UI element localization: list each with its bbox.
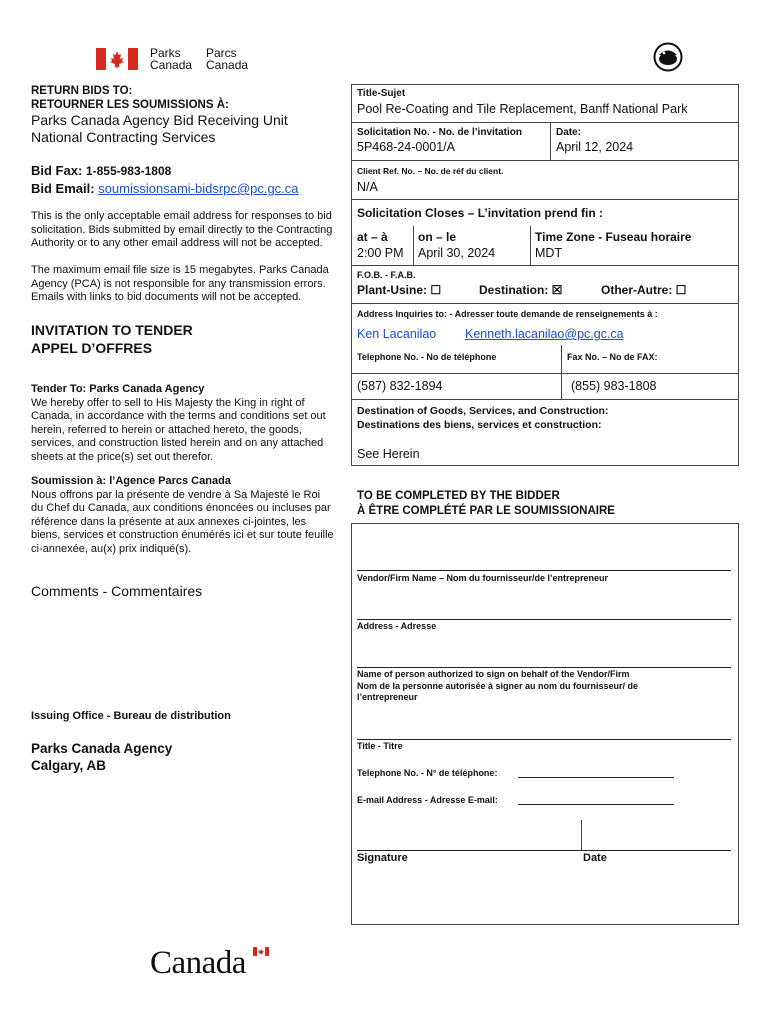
authorized-label-line3: l’entrepreneur [357, 692, 418, 702]
soumission-to: Soumission à: l’Agence Parcs Canada [31, 475, 231, 487]
solicitation-no-label: Solicitation No. - No. de l’invitation [357, 127, 522, 138]
bidder-title-label: Title - Titre [357, 741, 403, 751]
parks-fr-line2: Canada [206, 58, 249, 72]
vendor-name-label: Vendor/Firm Name – Nom du fournisseur/de l’entrepreneur [357, 573, 609, 583]
signature-field[interactable] [357, 850, 731, 851]
comments-label: Comments - Commentaires [31, 583, 203, 599]
file-size-note-line1: The maximum email file size is 15 megabytes. Parks Canada [31, 264, 329, 276]
signature-date-divider [581, 820, 582, 850]
parks-en-line2: Canada [150, 58, 193, 72]
client-ref-label: Client Ref. No. – No. de réf du client. [357, 166, 504, 176]
offer-fr-line3: référence dans la présente at aux annexes ci-jointes, les [31, 515, 307, 528]
address-label: Address - Adresse [357, 621, 437, 631]
issuing-office-name: Parks Canada Agency [31, 741, 173, 756]
authorized-label-line2: Nom de la personne autorisée à signer au nom du fournisseur/ de [357, 680, 639, 691]
plant-checkbox[interactable]: Plant-Usine: ☐ [357, 283, 442, 297]
offer-en-line4: services, and construction listed herein and on any attached [31, 437, 324, 449]
bidder-telephone-label: Telephone No. - N° de téléphone: [357, 768, 498, 778]
bidder-telephone-field[interactable] [518, 777, 674, 778]
bidder-email-field[interactable] [518, 804, 674, 805]
return-bids-label-fr: RETOURNER LES SOUMISSIONS À: [31, 99, 229, 111]
email-note-line2: solicitation. Bids submitted by email directly to the Contracting [31, 223, 333, 236]
bidder-email-label: E-mail Address - Adresse E-mail: [357, 795, 498, 805]
inquiries-label: Address Inquiries to: - Adresser toute demande de renseignements à : [357, 309, 658, 319]
file-size-note-line3: Emails with links to bid documents will not be accepted. [31, 291, 302, 303]
authorized-label-line1: Name of person authorized to sign on behalf of the Vendor/Firm [357, 669, 630, 679]
canada-wordmark [150, 945, 275, 985]
email-note-line1: This is the only acceptable email address for responses to bid [31, 210, 332, 222]
signature-label: Signature [357, 852, 408, 864]
email-note-line3: Authority or to any other email address will not be accepted. [31, 237, 323, 249]
telephone-value: (587) 832-1894 [357, 379, 443, 393]
offer-en-line3: herein, referred to herein or attached hereto, the goods, [31, 423, 302, 436]
issuing-office-city: Calgary, AB [31, 758, 107, 773]
bid-email-link[interactable]: soumissionsami-bidsrpc@pc.gc.ca [98, 181, 299, 196]
bid-unit-line2: National Contracting Services [31, 129, 216, 145]
invitation-title-en: INVITATION TO TENDER [31, 322, 193, 338]
destination-label-en: Destination of Goods, Services, and Construction: [357, 405, 609, 417]
bidder-heading-en: TO BE COMPLETED BY THE BIDDER [357, 490, 560, 502]
contact-email-link[interactable]: Kenneth.lacanilao@pc.gc.ca [465, 327, 624, 341]
closes-label: Solicitation Closes – L’invitation prend fin : [357, 206, 604, 220]
address-field[interactable] [357, 619, 731, 620]
on-value: April 30, 2024 [418, 246, 496, 260]
parks-fr-line1: Parcs [206, 46, 237, 60]
authorized-name-field[interactable] [357, 667, 731, 668]
destination-checkbox[interactable]: Destination: ☒ [479, 283, 563, 297]
tender-to: Tender To: Parks Canada Agency [31, 383, 205, 395]
client-ref-value: N/A [357, 180, 378, 194]
canada-flag-icon [96, 48, 138, 70]
bid-email-label: Bid Email: [31, 181, 95, 196]
fob-label: F.O.B. - F.A.B. [357, 270, 416, 280]
contact-name: Ken Lacanilao [357, 327, 437, 341]
offer-fr-line4: biens, services et construction énumérés ici et sur toute feuille [31, 529, 334, 541]
bid-fax-label: Bid Fax: [31, 163, 83, 178]
at-label: at – à [357, 230, 388, 244]
date-signed-label: Date [583, 852, 607, 864]
time-zone-label: Time Zone - Fuseau horaire [535, 230, 692, 244]
on-label: on – le [418, 230, 457, 244]
date-label: Date: [556, 127, 582, 138]
bid-unit-line1: Parks Canada Agency Bid Receiving Unit [31, 112, 288, 128]
wordmark-flag-icon [253, 947, 269, 956]
file-size-note-line2: Agency (PCA) is not responsible for any transmission errors. [31, 277, 326, 290]
offer-en-line5: sheets at the price(s) set out therefor. [31, 450, 214, 463]
telephone-label: Telephone No. - No de téléphone [357, 352, 497, 362]
title-field[interactable] [357, 739, 731, 740]
destination-value: See Herein [357, 447, 420, 461]
offer-fr-line1: Nous offrons par la présente de vendre à Sa Majesté le Roi [31, 488, 321, 501]
other-checkbox[interactable]: Other-Autre: ☐ [601, 283, 687, 297]
vendor-name-field[interactable] [357, 570, 731, 571]
at-value: 2:00 PM [357, 246, 404, 260]
offer-en-line1: We hereby offer to sell to His Majesty the King in right of [31, 396, 305, 409]
bid-fax-value: 1-855-983-1808 [85, 164, 172, 178]
date-value: April 12, 2024 [556, 140, 634, 154]
destination-label-fr: Destinations des biens, services et construction: [357, 418, 602, 431]
time-zone-value: MDT [535, 246, 563, 260]
fax-label: Fax No. – No de FAX: [567, 352, 658, 362]
parks-en-line1: Parks [150, 46, 181, 60]
offer-fr-line2: du Chef du Canada, aux conditions énoncées ou incluses par [31, 502, 331, 514]
fax-value: (855) 983-1808 [571, 379, 657, 393]
issuing-office-label: Issuing Office - Bureau de distribution [31, 710, 231, 722]
title-label: Title-Sujet [357, 88, 406, 99]
beaver-emblem-icon [653, 42, 683, 72]
offer-fr-line5: ci-annexée, au(x) prix indiqué(s). [31, 542, 192, 555]
offer-en-line2: Canada, in accordance with the terms and conditions set out [31, 410, 326, 422]
title-value: Pool Re-Coating and Tile Replacement, Banff National Park [357, 102, 688, 116]
parks-canada-logo [96, 47, 256, 73]
return-bids-label-en: RETURN BIDS TO: [31, 85, 133, 97]
bidder-heading-fr: À ÊTRE COMPLÉTÉ PAR LE SOUMISSIONAIRE [357, 505, 615, 517]
canada-wordmark-text: Canada [150, 945, 246, 981]
solicitation-no-value: 5P468-24-0001/A [357, 140, 455, 154]
bidder-form-box [351, 523, 739, 925]
invitation-title-fr: APPEL D’OFFRES [31, 340, 153, 356]
